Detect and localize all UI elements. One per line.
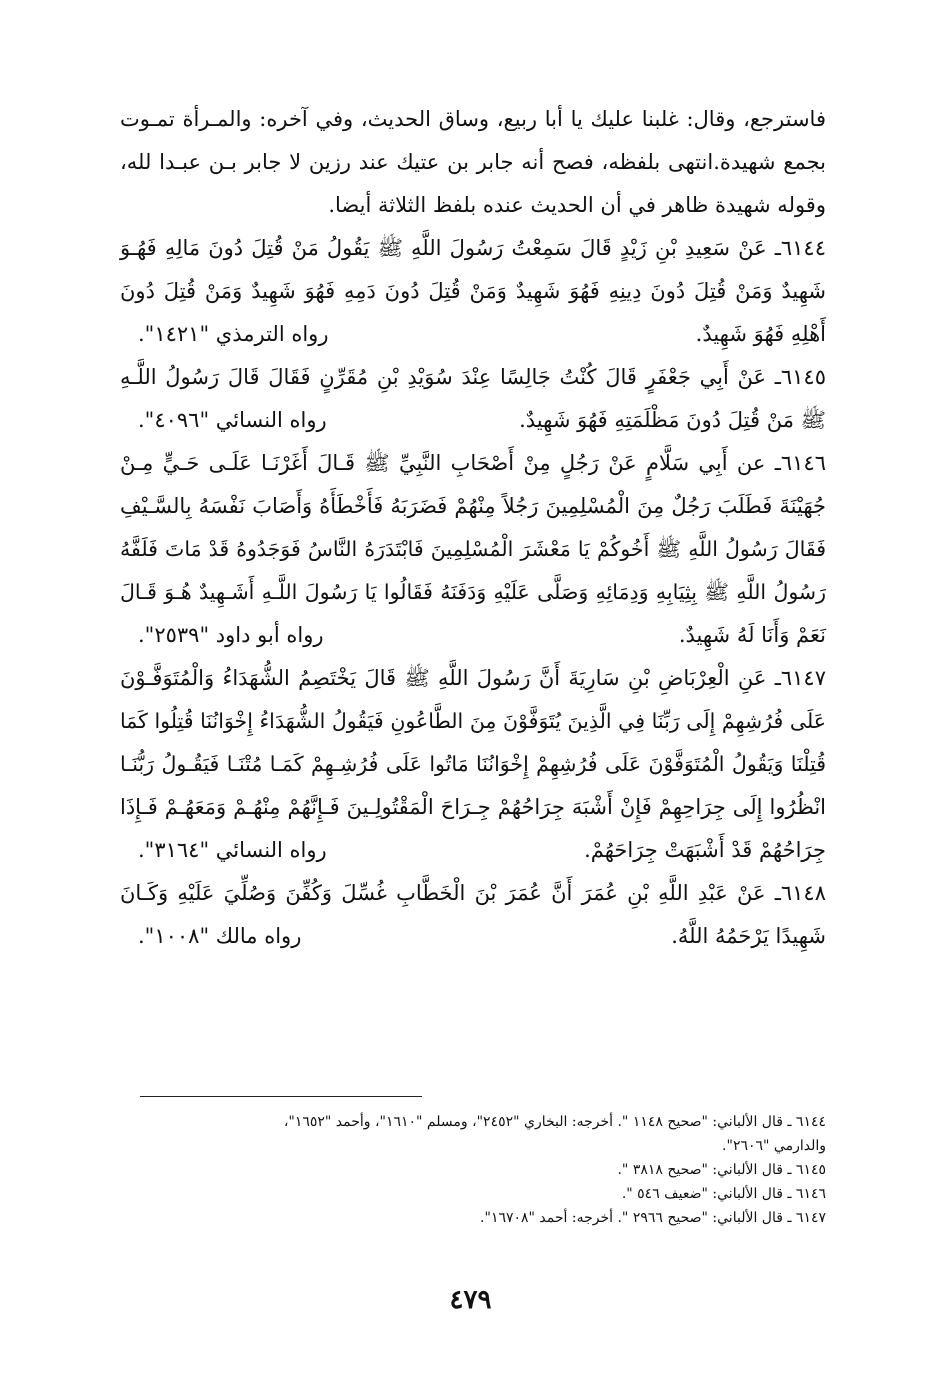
hadith-6146-line: رَسُولُ اللَّهِ ﷺ بِثِيَابِهِ وَدِمَائِهِ وَصَلَّى عَلَيْهِ وَدَفَنَهُ فَقَالُوا يَا رَسُولَ اللَّـهِ أَشَـهِيدٌ هُـوَ قَـالَ (120, 580, 826, 604)
hadith-6147-line: ٦١٤٧ـ عَنِ الْعِرْبَاضِ بْنِ سَارِيَةَ أَنَّ رَسُولَ اللَّهِ ﷺ قَالَ يَخْتَصِمُ الشُّهَدَاءُ وَالْمُتَوَفَّـوْنَ (120, 666, 826, 690)
hadith-6145-line: ٦١٤٥ـ عَنْ أَبِي جَعْفَرٍ قَالَ كُنْتُ جَالِسًا عِنْدَ سُوَيْدِ بْنِ مُقَرِّنٍ فَقَالَ قَالَ رَسُولُ اللَّـهِ (120, 365, 826, 389)
narration-source: رواه أبو داود "٢٥٣٩". (138, 623, 324, 647)
narration-source: رواه مالك "١٠٠٨". (138, 924, 302, 948)
hadith-text: شَهِيدًا يَرْحَمُهُ اللَّهُ. (671, 924, 826, 948)
footnote-divider (140, 1096, 422, 1097)
hadith-text: جِرَاحُهُمْ قَدْ أَشْبَهَتْ جِرَاحَهُمْ. (584, 838, 826, 862)
footnote: ٦١٤٥ ـ قال الألباني: "صحيح ٣٨١٨ ". (617, 1162, 826, 1178)
hadith-6144-line: ٦١٤٤ـ عَنْ سَعِيدِ بْنِ زَيْدٍ قَالَ سَمِعْتُ رَسُولَ اللَّهِ ﷺ يَقُولُ مَنْ قُتِلَ دُونَ مَالِهِ فَهُـوَ (120, 236, 826, 260)
hadith-text: أَهْلِهِ فَهُوَ شَهِيدٌ. (695, 322, 826, 346)
footnote: ٦١٤٧ ـ قال الألباني: "صحيح ٢٩٦٦ ". أخرجه: أحمد "١٦٧٠٨". (480, 1210, 826, 1226)
text-line: وقوله شهيدة ظاهر في أن الحديث عنده بلفظ الثلاثة أيضا. (328, 193, 826, 217)
hadith-6146-line: ٦١٤٦ـ عن أَبِي سَلَّامٍ عَنْ رَجُلٍ مِنْ أَصْحَابِ النَّبِيِّ ﷺ قَـالَ أَغَرْنَـا عَلَـى حَـيٍّ مِـنْ (120, 451, 826, 475)
page-number: ٤٧٩ (449, 1285, 492, 1315)
hadith-6145-end (120, 399, 826, 442)
narration-source: رواه النسائي "٤٠٩٦". (138, 408, 327, 432)
footnote: ٦١٤٦ ـ قال الألباني: "ضعيف ٥٤٦ ". (621, 1186, 826, 1202)
hadith-6146-line: فَقَالَ رَسُولُ اللَّهِ ﷺ أَخُوكُمْ يَا مَعْشَرَ الْمُسْلِمِينَ فَابْتَدَرَهُ النَّاسُ فَوَجَدُوهُ قَدْ مَاتَ فَلَفَّهُ (120, 537, 826, 561)
footnote: ٦١٤٤ ـ قال الألباني: "صحيح ١١٤٨ ". أخرجه: البخاري "٢٤٥٢"، ومسلم "١٦١٠"، وأحمد "١٦٥٢"، (283, 1114, 826, 1130)
text-line: فاسترجع، وقال: غلبنا عليك يا أبا ربيع، وساق الحديث، وفي آخره: والمـرأة تمـوت (120, 107, 826, 131)
footnotes (140, 1110, 826, 1230)
hadith-6147-line: قُتِلْنَا وَيَقُولُ الْمُتَوَفَّوْنَ عَلَى فُرُشِهِمْ إِخْوَانُنَا مَاتُوا عَلَى فُرُشِـهِمْ كَمَـا مُتْنَـا فَيَقُـولُ رَبُّنَـا (120, 752, 826, 776)
narration-source: رواه الترمذي "١٤٢١". (138, 322, 329, 346)
hadith-6147-end (120, 829, 826, 872)
hadith-6148-line: ٦١٤٨ـ عَنْ عَبْدِ اللَّهِ بْنِ عُمَرَ أَنَّ عُمَرَ بْنَ الْخَطَّابِ غُسِّلَ وَكُفِّنَ وَصُلِّيَ عَلَيْهِ وَكَـانَ (120, 881, 826, 905)
hadith-6144-line: شَهِيدٌ وَمَنْ قُتِلَ دُونَ دِينِهِ فَهُوَ شَهِيدٌ وَمَنْ قُتِلَ دُونَ دَمِهِ فَهُوَ شَهِيدٌ وَمَنْ قُتِلَ دُونَ (120, 279, 826, 303)
hadith-text: نَعَمْ وَأَنَا لَهُ شَهِيدٌ. (678, 623, 826, 647)
hadith-6148-end (120, 915, 826, 958)
hadith-6146-end (120, 614, 826, 657)
narration-source: رواه النسائي "٣١٦٤". (138, 838, 327, 862)
hadith-6146-line: جُهَيْنَةَ فَطَلَبَ رَجُلٌ مِنَ الْمُسْلِمِينَ رَجُلاً مِنْهُمْ فَضَرَبَهُ فَأَخْطَأَهُ وَأَصَابَ نَفْسَهُ بِالسَّـيْفِ (120, 494, 826, 518)
hadith-6147-line: انْظُرُوا إِلَى جِرَاحِهِمْ فَإِنْ أَشْبَهَ جِرَاحُهُمْ جِـرَاحَ الْمَقْتُولِـينَ فَـإِنَّهُمْ مِنْهُـمْ وَمَعَهُـمْ فَـإِذَا (120, 795, 826, 819)
hadith-text: ﷺ مَنْ قُتِلَ دُونَ مَظْلَمَتِهِ فَهُوَ شَهِيدٌ. (519, 408, 826, 432)
text-line: بجمع شهيدة.انتهى بلفظه، فصح أنه جابر بن عتيك عند رزين لا جابر بـن عبـدا لله، (120, 150, 826, 174)
footnote: والدارمي "٢٦٠٦". (722, 1138, 826, 1154)
hadith-6144-end (120, 313, 826, 356)
hadith-6147-line: عَلَى فُرُشِهِمْ إِلَى رَبِّنَا فِي الَّذِينَ يُتَوَفَّوْنَ مِنَ الطَّاعُونِ فَيَقُولُ الشُّهَدَاءُ إِخْوَانُنَا قُتِلُوا كَمَا (120, 709, 826, 733)
main-text (120, 98, 826, 958)
